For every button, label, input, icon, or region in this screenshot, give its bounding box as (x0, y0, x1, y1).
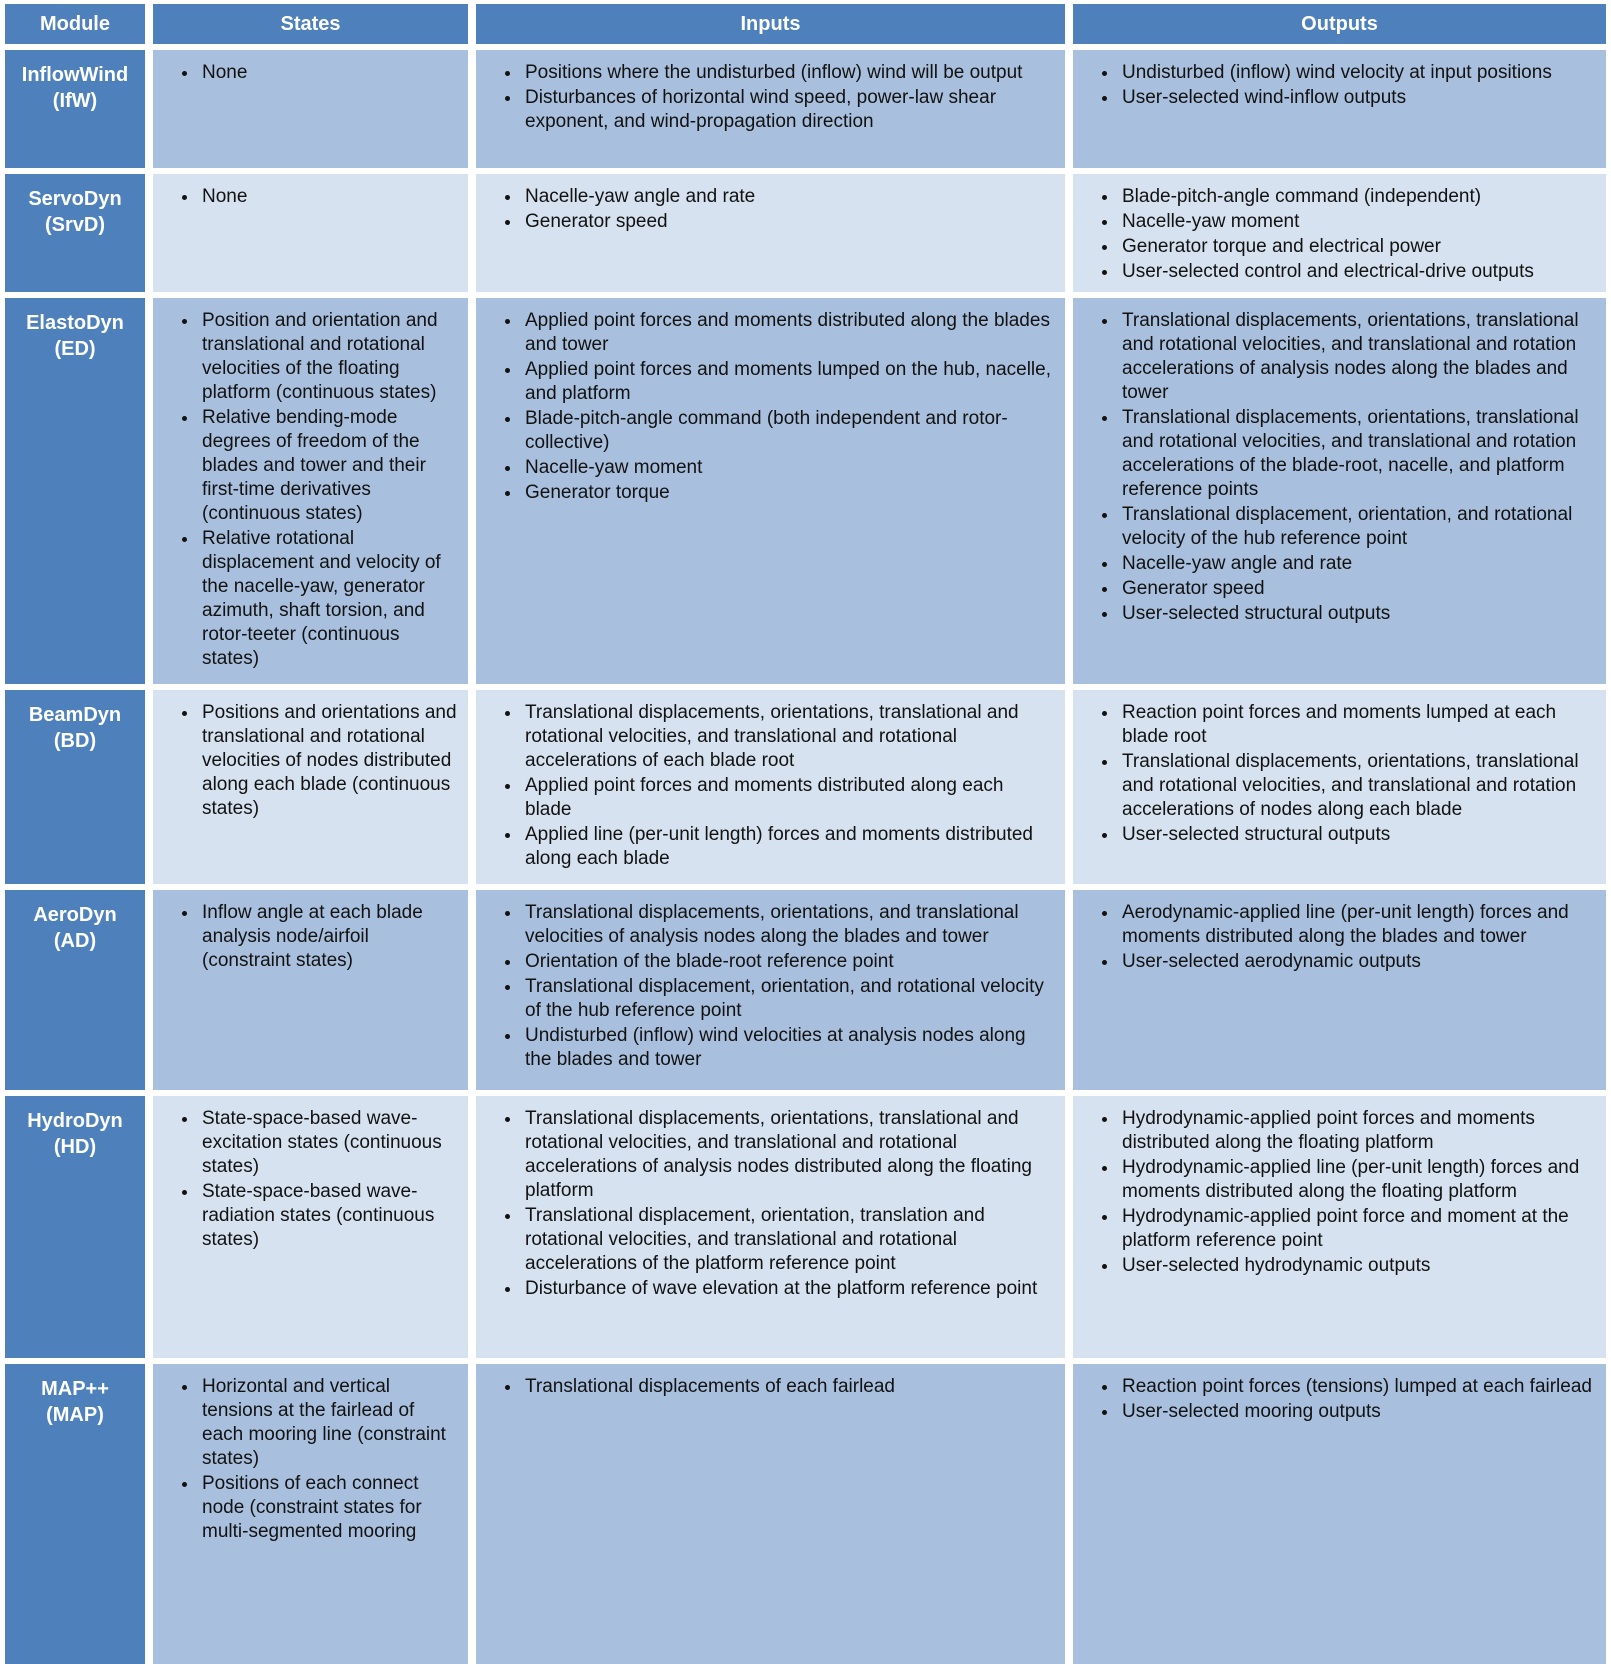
outputs-cell (1073, 298, 1606, 684)
table-row-beamdyn (5, 690, 1606, 884)
inputs-list (476, 61, 1055, 134)
bullet-item: • User-selected control and electrical-drive outputs (1119, 260, 1596, 284)
outputs-cell (1073, 890, 1606, 1090)
inputs-list (476, 309, 1055, 505)
module-name: MAP++ (41, 1378, 109, 1400)
module-name: HydroDyn (27, 1110, 123, 1132)
bullet-item: • Translational displacements, orientations, and translational velocities of analysis nodes along the blades and tower (522, 901, 1055, 949)
module-abbr: (SrvD) (44, 214, 105, 236)
bullet-item: • User-selected aerodynamic outputs (1119, 950, 1596, 974)
bullet-item: • None (199, 61, 458, 85)
bullet-item: • Translational displacements, orientations, translational and rotational velocities, and translational and rotational accelerations of each blade root (522, 701, 1055, 773)
inputs-cell (476, 298, 1065, 684)
module-abbr: (AD) (53, 930, 97, 952)
module-cell (5, 1364, 145, 1664)
states-list (153, 309, 458, 671)
outputs-cell (1073, 174, 1606, 292)
bullet-item: • Aerodynamic-applied line (per-unit length) forces and moments distributed along the blades and tower (1119, 901, 1596, 949)
bullet-item: • Position and orientation and translational and rotational velocities of the floating platform (continuous states) (199, 309, 458, 405)
inputs-cell (476, 174, 1065, 292)
bullet-item: • Undisturbed (inflow) wind velocities at analysis nodes along the blades and tower (522, 1024, 1055, 1072)
bullet-item: • Hydrodynamic-applied point forces and moments distributed along the floating platform (1119, 1107, 1596, 1155)
module-abbr: (BD) (53, 730, 97, 752)
module-name: InflowWind (21, 64, 129, 86)
bullet-item: • Translational displacement, orientation, and rotational velocity of the hub reference point (522, 975, 1055, 1023)
outputs-list (1073, 309, 1596, 626)
bullet-item: • None (199, 185, 458, 209)
bullet-item: • Translational displacement, orientation, translation and rotational velocities, and translational and rotational accelerations of the platform reference point (522, 1204, 1055, 1276)
bullet-item: • Orientation of the blade-root reference point (522, 950, 1055, 974)
table-row-map (5, 1364, 1606, 1664)
module-abbr: (IfW) (52, 90, 98, 112)
bullet-item: • Hydrodynamic-applied point force and moment at the platform reference point (1119, 1205, 1596, 1253)
bullet-item: • Horizontal and vertical tensions at the fairlead of each mooring line (constraint states) (199, 1375, 458, 1471)
bullet-item: • Inflow angle at each blade analysis node/airfoil (constraint states) (199, 901, 458, 973)
column-header-module: Module (5, 4, 145, 44)
outputs-list (1073, 901, 1596, 974)
outputs-list (1073, 1375, 1596, 1424)
states-list (153, 901, 458, 973)
module-abbr: (MAP) (46, 1404, 104, 1426)
outputs-list (1073, 61, 1596, 110)
module-cell (5, 690, 145, 884)
bullet-item: • Applied point forces and moments distributed along each blade (522, 774, 1055, 822)
table-row-servodyn (5, 174, 1606, 292)
table-row-inflowwind (5, 50, 1606, 168)
bullet-item: • Applied line (per-unit length) forces and moments distributed along each blade (522, 823, 1055, 871)
bullet-item: • Undisturbed (inflow) wind velocity at input positions (1119, 61, 1596, 85)
bullet-item: • Generator torque and electrical power (1119, 235, 1596, 259)
bullet-item: • User-selected mooring outputs (1119, 1400, 1596, 1424)
outputs-cell (1073, 1096, 1606, 1358)
inputs-cell (476, 890, 1065, 1090)
bullet-item: • Nacelle-yaw angle and rate (522, 185, 1055, 209)
bullet-item: • Positions where the undisturbed (inflow) wind will be output (522, 61, 1055, 85)
states-cell (153, 1364, 468, 1664)
bullet-item: • User-selected structural outputs (1119, 823, 1596, 847)
module-name: ServoDyn (28, 188, 122, 210)
module-name: BeamDyn (28, 704, 122, 726)
column-header-states: States (153, 4, 468, 44)
bullet-item: • Positions and orientations and translational and rotational velocities of nodes distributed along each blade (continuous states) (199, 701, 458, 821)
bullet-item: • Translational displacements, orientations, translational and rotational velocities, and translational and rotation accelerations of the blade-root, nacelle, and platform reference points (1119, 406, 1596, 502)
inputs-cell (476, 1096, 1065, 1358)
inputs-cell (476, 50, 1065, 168)
states-list (153, 701, 458, 821)
bullet-item: • Nacelle-yaw moment (522, 456, 1055, 480)
table-row-elastodyn (5, 298, 1606, 684)
states-list (153, 185, 458, 209)
bullet-item: • Hydrodynamic-applied line (per-unit length) forces and moments distributed along the floating platform (1119, 1156, 1596, 1204)
outputs-list (1073, 185, 1596, 284)
bullet-item: • State-space-based wave-excitation states (continuous states) (199, 1107, 458, 1179)
inputs-list (476, 1107, 1055, 1301)
states-list (153, 61, 458, 85)
bullet-item: • Applied point forces and moments distributed along the blades and tower (522, 309, 1055, 357)
module-name: AeroDyn (33, 904, 117, 926)
table-row-hydrodyn (5, 1096, 1606, 1358)
bullet-item: • Relative bending-mode degrees of freedom of the blades and tower and their first-time derivatives (continuous states) (199, 406, 458, 526)
module-abbr: (HD) (53, 1136, 97, 1158)
bullet-item: • User-selected hydrodynamic outputs (1119, 1254, 1596, 1278)
bullet-item: • Translational displacements, orientations, translational and rotational velocities, and translational and rotational accelerations of analysis nodes distributed along the floating platform (522, 1107, 1055, 1203)
states-cell (153, 298, 468, 684)
bullet-item: • Positions of each connect node (constraint states for multi-segmented mooring (199, 1472, 458, 1544)
bullet-item: • Translational displacements, orientations, translational and rotational velocities, and translational and rotation accelerations of analysis nodes along the blades and tower (1119, 309, 1596, 405)
bullet-item: • Blade-pitch-angle command (independent) (1119, 185, 1596, 209)
inputs-list (476, 701, 1055, 871)
states-cell (153, 50, 468, 168)
module-cell (5, 50, 145, 168)
bullet-item: • Translational displacements, orientations, translational and rotational velocities, and translational and rotation accelerations of nodes along each blade (1119, 750, 1596, 822)
outputs-cell (1073, 690, 1606, 884)
outputs-list (1073, 701, 1596, 847)
inputs-list (476, 901, 1055, 1072)
bullet-item: • Nacelle-yaw moment (1119, 210, 1596, 234)
inputs-list (476, 185, 1055, 234)
bullet-item: • Generator speed (522, 210, 1055, 234)
module-cell (5, 1096, 145, 1358)
inputs-cell (476, 1364, 1065, 1664)
bullet-item: • User-selected wind-inflow outputs (1119, 86, 1596, 110)
module-io-table (5, 4, 1606, 1664)
bullet-item: • Disturbance of wave elevation at the platform reference point (522, 1277, 1055, 1301)
bullet-item: • Translational displacement, orientation, and rotational velocity of the hub reference point (1119, 503, 1596, 551)
table-row-aerodyn (5, 890, 1606, 1090)
bullet-item: • User-selected structural outputs (1119, 602, 1596, 626)
states-list (153, 1375, 458, 1544)
column-header-inputs: Inputs (476, 4, 1065, 44)
states-cell (153, 690, 468, 884)
bullet-item: • Translational displacements of each fairlead (522, 1375, 1055, 1399)
outputs-cell (1073, 50, 1606, 168)
states-cell (153, 174, 468, 292)
module-cell (5, 890, 145, 1090)
states-cell (153, 890, 468, 1090)
bullet-item: • Reaction point forces (tensions) lumped at each fairlead (1119, 1375, 1596, 1399)
bullet-item: • Applied point forces and moments lumped on the hub, nacelle, and platform (522, 358, 1055, 406)
states-cell (153, 1096, 468, 1358)
inputs-list (476, 1375, 1055, 1399)
module-cell (5, 298, 145, 684)
bullet-item: • State-space-based wave-radiation states (continuous states) (199, 1180, 458, 1252)
column-header-outputs: Outputs (1073, 4, 1606, 44)
bullet-item: • Generator torque (522, 481, 1055, 505)
module-cell (5, 174, 145, 292)
bullet-item: • Relative rotational displacement and velocity of the nacelle-yaw, generator azimuth, shaft torsion, and rotor-teeter (continuous states) (199, 527, 458, 671)
bullet-item: • Nacelle-yaw angle and rate (1119, 552, 1596, 576)
header-row (5, 4, 1606, 44)
module-abbr: (ED) (54, 338, 96, 360)
states-list (153, 1107, 458, 1252)
bullet-item: • Reaction point forces and moments lumped at each blade root (1119, 701, 1596, 749)
outputs-cell (1073, 1364, 1606, 1664)
inputs-cell (476, 690, 1065, 884)
bullet-item: • Blade-pitch-angle command (both independent and rotor-collective) (522, 407, 1055, 455)
outputs-list (1073, 1107, 1596, 1278)
bullet-item: • Generator speed (1119, 577, 1596, 601)
bullet-item: • Disturbances of horizontal wind speed, power-law shear exponent, and wind-propagation direction (522, 86, 1055, 134)
module-name: ElastoDyn (26, 312, 124, 334)
